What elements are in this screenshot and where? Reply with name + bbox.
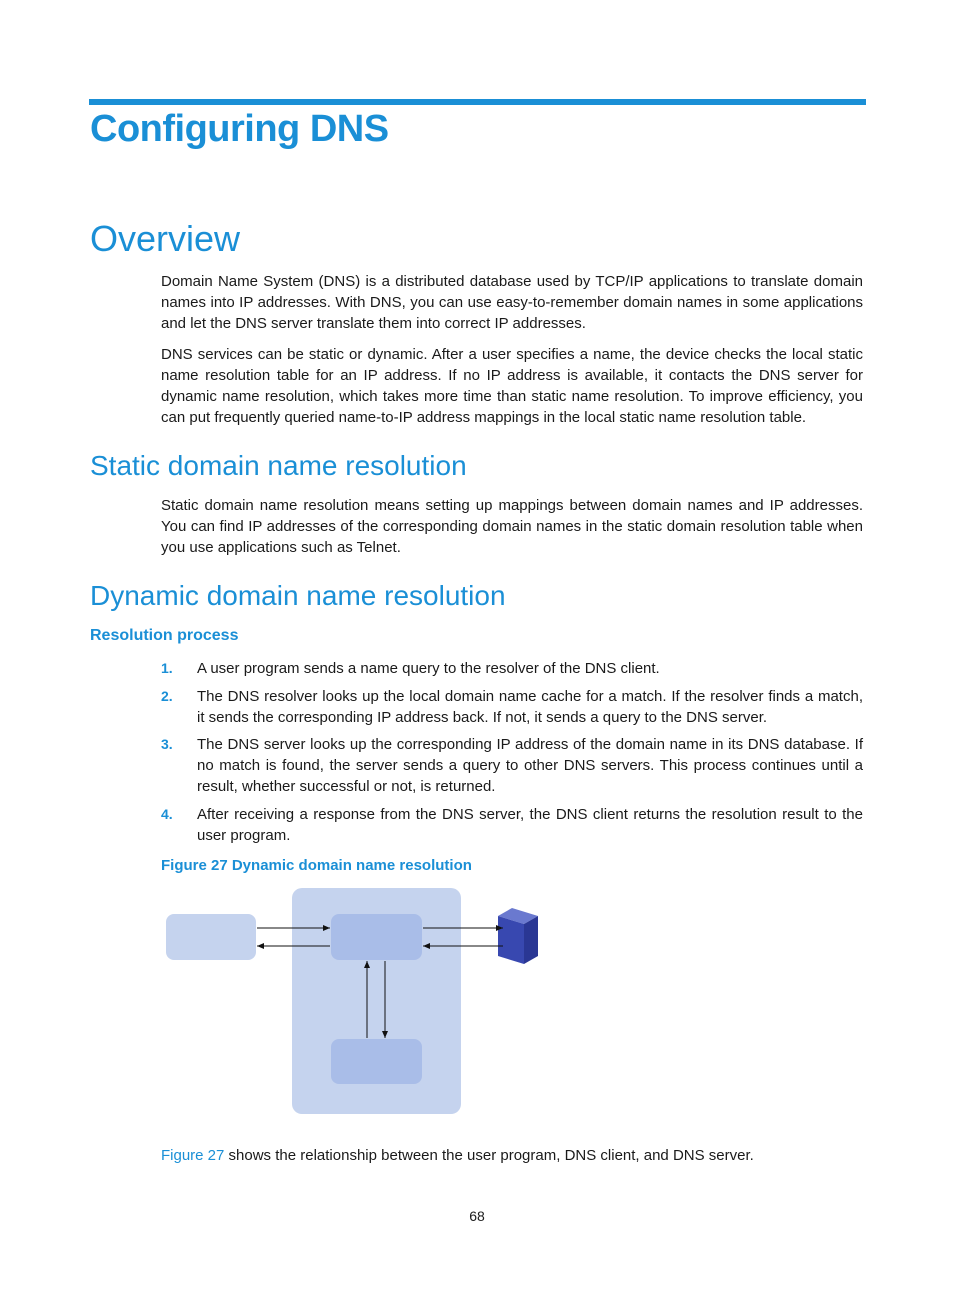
page-number: 68 — [469, 1208, 485, 1224]
figure-reference-paragraph — [161, 1145, 863, 1166]
step-number: 1. — [161, 660, 173, 676]
cache-box — [331, 1039, 422, 1084]
figure-caption: Figure 27 Dynamic domain name resolution — [161, 857, 472, 874]
overview-paragraph-1: Domain Name System (DNS) is a distributed database used by TCP/IP applications to translate domain names into IP addresses. With DNS, you can use easy-to-remember domain names in some applications and let the DNS server translate them into correct IP addresses. — [161, 273, 863, 332]
list-item — [161, 734, 863, 797]
step-number: 2. — [161, 688, 173, 704]
step-text: After receiving a response from the DNS server, the DNS client returns the resolution result to the user program. — [197, 806, 863, 844]
figure-reference-text: shows the relationship between the user program, DNS client, and DNS server. — [224, 1147, 754, 1164]
list-item — [161, 804, 863, 846]
step-text: A user program sends a name query to the resolver of the DNS client. — [197, 660, 660, 677]
resolver-box — [331, 914, 422, 960]
step-number: 3. — [161, 736, 173, 752]
dns-diagram — [160, 884, 560, 1119]
step-text: The DNS server looks up the corresponding IP address of the domain name in its DNS database. If no match is found, the server sends a query to other DNS servers. This process continues until a result, whether successful or not, is returned. — [197, 736, 863, 795]
overview-paragraph-2: DNS services can be static or dynamic. After a user specifies a name, the device checks the local static name resolution table for an IP address. If no IP address is available, it contacts the DNS server for dynamic name resolution, which takes more time than static name resolution. To improve efficiency, you can put frequently queried name-to-IP address mappings in the local static name resolution table. — [161, 346, 863, 426]
static-heading: Static domain name resolution — [90, 450, 467, 481]
list-item — [161, 658, 863, 679]
resolution-process-heading: Resolution process — [90, 627, 239, 644]
dynamic-heading: Dynamic domain name resolution — [90, 580, 506, 611]
chapter-rule — [89, 99, 866, 105]
static-paragraph: Static domain name resolution means setting up mappings between domain names and IP addresses. You can find IP addresses of the corresponding domain names in the static domain resolution table when you use applications such as Telnet. — [161, 497, 863, 556]
figure-link[interactable]: Figure 27 — [161, 1147, 225, 1164]
step-number: 4. — [161, 806, 173, 822]
dns-server-icon — [498, 908, 538, 964]
overview-heading: Overview — [90, 218, 241, 259]
step-text: The DNS resolver looks up the local domain name cache for a match. If the resolver finds a match, it sends the corresponding IP address back. If not, it sends a query to the DNS server. — [197, 688, 863, 726]
list-item — [161, 686, 863, 728]
user-program-box — [166, 914, 256, 960]
chapter-title: Configuring DNS — [90, 108, 389, 150]
